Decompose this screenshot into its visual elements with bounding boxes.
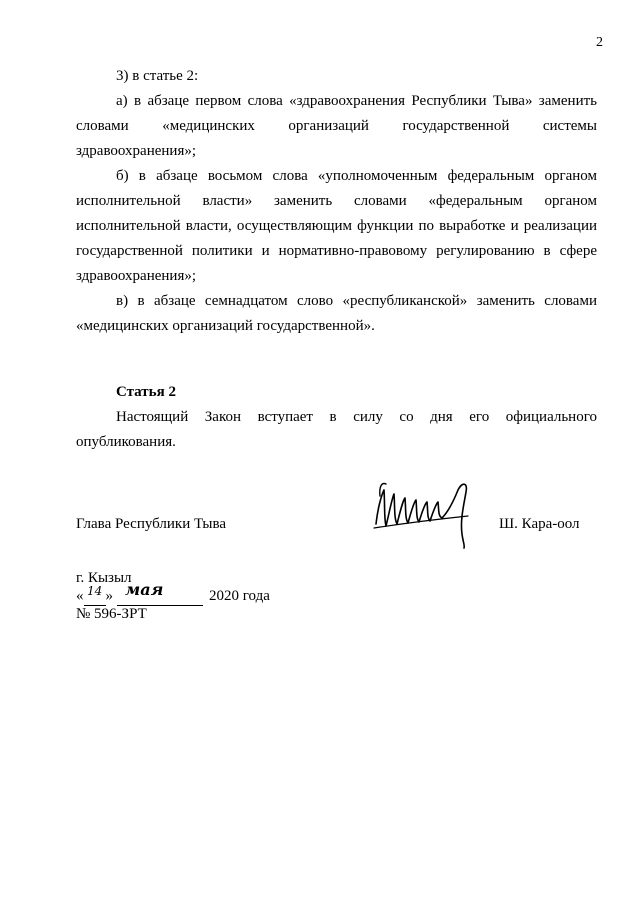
day-field — [84, 584, 106, 606]
paragraph-subitem-b: б) в абзаце восьмом слова «уполномоченным федеральным органом исполнительной власти» заменить словами «федеральным органом исполнительной власти, осуществляющим функции по выработке и реализации государственной политики и нормативно-правовому регулированию в сфере здравоохранения»; — [76, 168, 597, 284]
month-field — [117, 580, 203, 606]
quote-close: » — [105, 588, 113, 604]
paragraph-item-3: 3) в статье 2: — [116, 68, 199, 84]
day-handwriting — [84, 581, 106, 599]
svg-text:14: 14 — [86, 584, 102, 598]
svg-text:мая: мая — [125, 580, 164, 599]
article-title: Статья 2 — [116, 384, 176, 400]
handwritten-signature — [370, 476, 480, 551]
signer-role: Глава Республики Тыва — [76, 516, 227, 532]
page-number: 2 — [596, 35, 603, 50]
quote-open: « — [76, 588, 84, 604]
year: 2020 года — [209, 588, 270, 604]
signer-name: Ш. Кара-оол — [499, 516, 580, 532]
place: г. Кызыл — [76, 570, 132, 586]
month-handwriting — [117, 579, 203, 599]
amendments-text — [76, 64, 597, 339]
date-line — [76, 580, 270, 606]
document-number: № 596-ЗРТ — [76, 606, 147, 622]
paragraph-subitem-a: а) в абзаце первом слова «здравоохранения Республики Тыва» заменить словами «медицинских организаций государственной системы здравоохранения»; — [76, 93, 597, 159]
paragraph-subitem-c: в) в абзаце семнадцатом слово «республиканской» заменить словами «медицинских организаций государственной». — [76, 293, 597, 334]
article-2 — [76, 380, 597, 455]
article-text: Настоящий Закон вступает в силу со дня его официального опубликования. — [76, 409, 597, 450]
